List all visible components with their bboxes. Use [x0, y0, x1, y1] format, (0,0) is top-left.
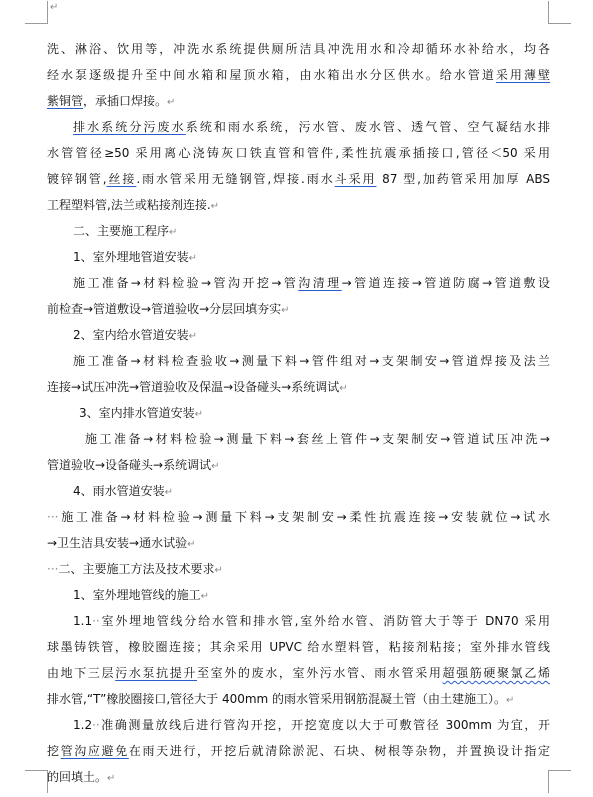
underlined-text: 斗采用: [334, 172, 377, 186]
text-line: [47, 296, 550, 322]
text-run: →管道连接→管道防腐→管道敷设: [341, 276, 550, 290]
underlined-text: 污水泵抗提升: [115, 666, 198, 680]
text-run: 挖: [47, 744, 61, 758]
text-run: 二、主要施工方法及技术要求: [58, 562, 215, 576]
text-line: [47, 114, 550, 140]
text-line: [47, 244, 550, 270]
underlined-text: 采用薄壁: [495, 68, 550, 82]
text-run: 1、室外埋地管道安装: [73, 250, 189, 264]
text-line: [47, 374, 550, 400]
paragraph-mark: ↵: [188, 331, 198, 342]
paragraph-mark: ↵: [210, 201, 220, 212]
text-run: →卫生洁具安装→通水试验: [47, 536, 188, 550]
text-run: 1.1: [73, 614, 93, 628]
text-run: 87 型,加药管采用加厚 ABS: [376, 172, 550, 186]
paragraph-mark: ↵: [50, 2, 59, 13]
text-line: [47, 270, 550, 296]
text-run: 4、雨水管道安装: [73, 484, 165, 498]
text-run: 施工准备→材料检验→测量下料→支架制安→柔性抗震连接→安装就位→试水: [58, 510, 550, 524]
text-run: 球墨铸铁管，橡胶圈连接；其余采用 UPVC 给水塑料管，粘接剂粘接；室外排水管线: [47, 640, 550, 654]
text-run: 系统和雨水系统，污水管、废水管、透气管、空气凝结水排: [185, 120, 550, 134]
paragraph-mark: ↵: [281, 305, 290, 316]
paragraph-mark: ↵: [339, 383, 348, 394]
text-line: [47, 348, 550, 374]
text-run: 施工准备→材料检查验收→测量下料→管件组对→支架制安→管道焊接及法兰: [73, 354, 550, 368]
paragraph-mark: ↵: [188, 253, 198, 264]
underlined-text: 丝接: [106, 172, 137, 186]
paragraph-mark: ↵: [194, 409, 204, 420]
paragraph-mark: ↵: [187, 539, 196, 550]
text-run: 施工准备→材料检验→管沟开挖→管: [73, 276, 299, 290]
text-run: 1.2: [73, 718, 93, 732]
text-line: [47, 322, 550, 348]
text-run: 镀锌钢管,: [47, 172, 107, 186]
paragraph-mark: ↵: [214, 565, 223, 576]
whitespace-marks: ··: [92, 718, 100, 732]
text-line: [47, 582, 550, 608]
paragraph-mark: ↵: [506, 695, 515, 706]
crop-mark-top-left: [25, 1, 48, 24]
text-run: 的回填土。: [47, 770, 108, 784]
text-line: [47, 738, 550, 764]
crop-mark-bottom-left: [25, 770, 48, 793]
text-run: ，承插口焊接。: [83, 94, 168, 108]
text-run: 工程塑料管,法兰或粘接剂连接.: [47, 198, 211, 212]
text-run: 室外埋地管线分给水管和排水管,室外给水管、消防管大于等于 DN70 采用: [99, 614, 550, 628]
text-run: 洗、淋浴、饮用等，冲洗水系统提供厕所洁具冲洗用水和冷却循环水补给水，均各: [47, 42, 550, 56]
whitespace-marks: ···: [47, 562, 59, 576]
text-line: [47, 660, 550, 686]
text-line: [47, 634, 550, 660]
text-line: [47, 478, 550, 504]
text-run: 至室外的废水，室外污水管、雨水管采用: [197, 666, 443, 680]
text-line: [47, 62, 550, 88]
text-line: [47, 530, 550, 556]
text-line: [47, 140, 550, 166]
text-run: 在雨天进行，开挖后就清除淤泥、石块、树根等杂物，并置换设计指定: [128, 744, 550, 758]
underlined-text: 管沟应避免: [60, 744, 129, 758]
text-run: 施工准备→材料检验→测量下料→套丝上管件→支架制安→管道试压冲洗→: [85, 432, 550, 446]
text-run: 前检查→管道敷设→管道验收→分层回填夯实: [47, 302, 282, 316]
text-line: [47, 400, 550, 426]
text-run: 排水管,“T”橡胶圈接口,管径大于 400mm 的雨水管采用钢筋混凝土管（由土建施工）。: [47, 692, 507, 706]
text-run: 二、主要施工程序: [73, 224, 170, 238]
text-run: 1、室外埋地管线的施工: [73, 588, 201, 602]
whitespace-marks: ···: [47, 510, 59, 524]
paragraph-mark: ↵: [107, 773, 116, 784]
paragraph-mark: ↵: [200, 591, 210, 602]
text-line: [47, 218, 550, 244]
crop-mark-top-right: [548, 1, 571, 24]
underlined-text: 沟清理: [298, 276, 342, 290]
text-line: [47, 686, 550, 712]
text-run: 管道验收→设备碰头→系统调试: [47, 458, 212, 472]
text-run: 水管管径≥50 采用离心浇铸灰口铁直管和管件,柔性抗震承插接口,管径＜50 采用: [47, 146, 550, 160]
text-run: 经水泵逐级提升至中间水箱和屋顶水箱，由水箱出水分区供水。给水管道: [47, 68, 496, 82]
text-run: 3、室内排水管道安装: [79, 406, 195, 420]
document-body: [47, 36, 550, 790]
paragraph-mark: ↵: [169, 227, 178, 238]
text-line: [47, 88, 550, 114]
text-run: 准确测量放线后进行管沟开挖，开挖宽度以大于可敷管径 300mm 为宜，开: [99, 718, 550, 732]
text-line: [47, 36, 550, 62]
text-run: 2、室内给水管道安装: [73, 328, 189, 342]
text-run: .雨水管采用无缝钢管,焊接.雨水: [136, 172, 335, 186]
text-line: [47, 504, 550, 530]
text-run: 由地下三层: [47, 666, 116, 680]
crop-mark-bottom-right: [548, 770, 571, 793]
text-line: [47, 608, 550, 634]
paragraph-mark: ↵: [211, 461, 220, 472]
text-line: [47, 556, 550, 582]
paragraph-mark: ↵: [164, 487, 174, 498]
paragraph-mark: ↵: [167, 97, 176, 108]
text-run: 连接→试压冲洗→管道验收及保温→设备碰头→系统调试: [47, 380, 340, 394]
text-line: [47, 452, 550, 478]
underlined-text: 超强筋硬聚氯乙烯: [442, 666, 550, 680]
underlined-text: 排水系统分污废水: [73, 120, 186, 134]
underlined-text: 紫铜管: [47, 94, 84, 108]
text-line: [47, 166, 550, 192]
text-line: [47, 712, 550, 738]
whitespace-marks: ··: [92, 614, 100, 628]
text-line: [47, 764, 550, 790]
text-line: [47, 192, 550, 218]
text-line: [47, 426, 550, 452]
